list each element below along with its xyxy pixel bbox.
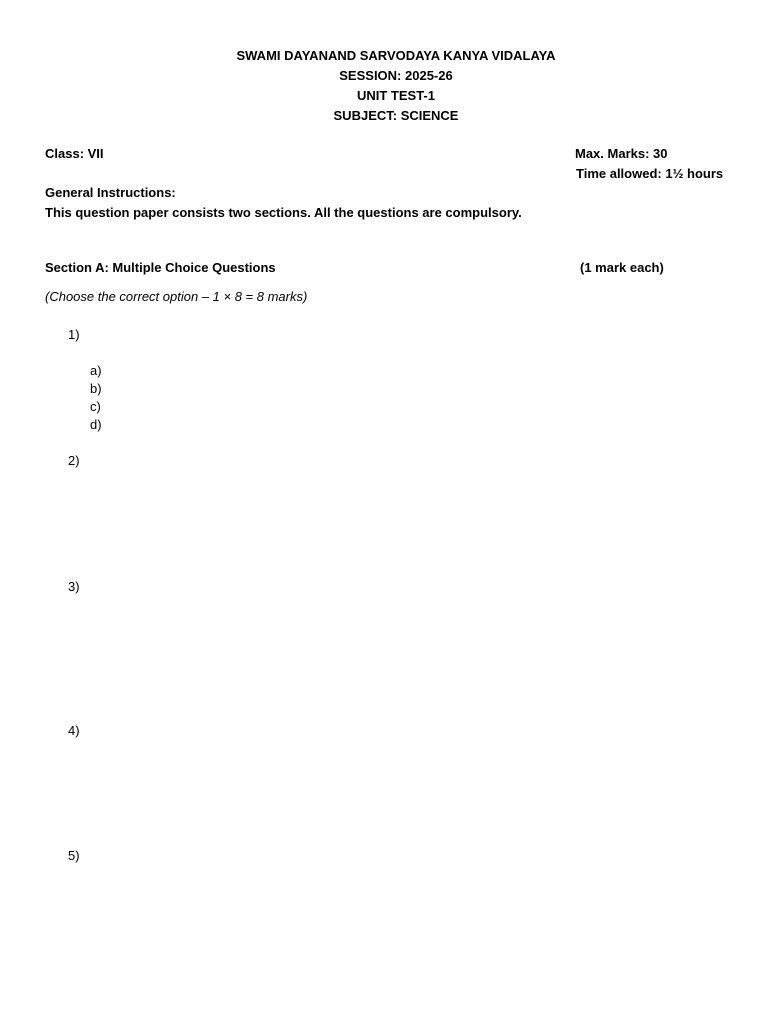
section-a-title: Section A: Multiple Choice Questions (45, 260, 276, 275)
option-label: b) (90, 381, 102, 396)
question-number: 5) (68, 848, 80, 863)
session-line: SESSION: 2025-26 (339, 68, 453, 83)
option-label: c) (90, 399, 101, 414)
section-a-note: (Choose the correct option – 1 × 8 = 8 marks) (45, 289, 308, 304)
subject-line: SUBJECT: SCIENCE (333, 108, 459, 123)
school-name: SWAMI DAYANAND SARVODAYA KANYA VIDALAYA (236, 48, 556, 63)
question-number: 1) (68, 327, 80, 342)
max-marks: Max. Marks: 30 (575, 146, 668, 161)
option-label: d) (90, 417, 102, 432)
time-allowed: Time allowed: 1½ hours (576, 166, 724, 181)
option-label: a) (90, 363, 102, 378)
section-a-marks: (1 mark each) (580, 260, 664, 275)
question-number: 3) (68, 579, 80, 594)
question-number: 2) (68, 453, 80, 468)
class-label: Class: VII (45, 146, 104, 161)
question-number: 4) (68, 723, 80, 738)
instructions-heading: General Instructions: (45, 185, 176, 200)
test-title: UNIT TEST-1 (356, 88, 435, 103)
instructions-text: This question paper consists two sections. All the questions are compulsory. (45, 205, 522, 220)
